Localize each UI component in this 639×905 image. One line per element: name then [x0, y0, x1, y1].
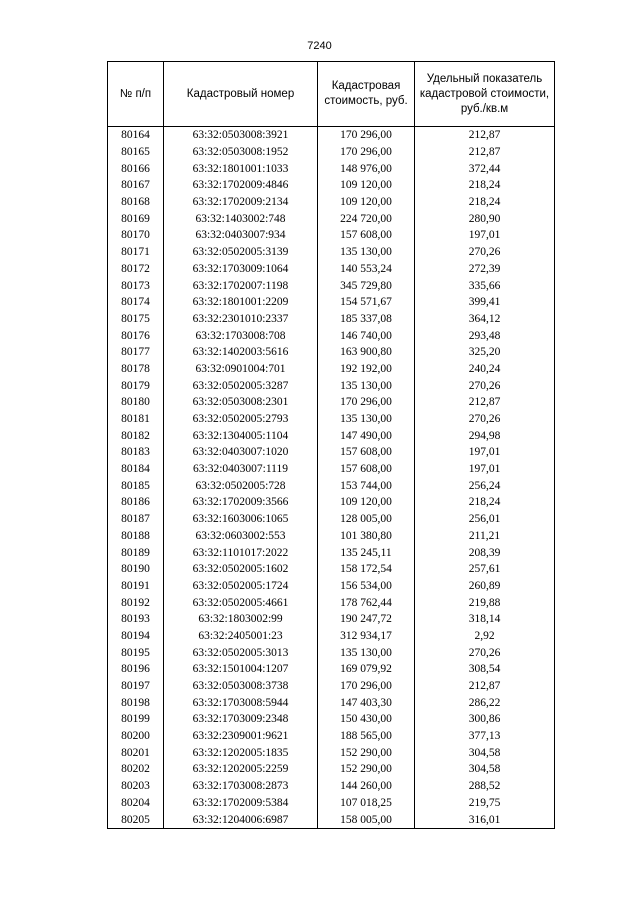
- cell-index: 80169: [108, 210, 164, 227]
- cell-cadastral-number: 63:32:1703008:708: [164, 327, 318, 344]
- table-row: [108, 127, 555, 144]
- table-row: [108, 261, 555, 278]
- cell-index: 80166: [108, 160, 164, 177]
- table-header-row: [108, 62, 555, 127]
- cell-cadastral-value: 148 976,00: [318, 160, 415, 177]
- cell-index: 80190: [108, 561, 164, 578]
- cell-index: 80170: [108, 227, 164, 244]
- cell-specific-value: 212,87: [415, 144, 555, 161]
- table-row: [108, 477, 555, 494]
- cell-cadastral-number: 63:32:1801001:2209: [164, 294, 318, 311]
- cell-index: 80182: [108, 427, 164, 444]
- cell-specific-value: 270,26: [415, 377, 555, 394]
- cell-index: 80181: [108, 411, 164, 428]
- cell-cadastral-value: 135 130,00: [318, 377, 415, 394]
- cell-cadastral-number: 63:32:1304005:1104: [164, 427, 318, 444]
- cell-cadastral-number: 63:32:1403002:748: [164, 210, 318, 227]
- table-row: [108, 528, 555, 545]
- table-row: [108, 361, 555, 378]
- cell-cadastral-number: 63:32:1703008:5944: [164, 694, 318, 711]
- table-row: [108, 661, 555, 678]
- cell-index: 80176: [108, 327, 164, 344]
- cell-specific-value: 272,39: [415, 261, 555, 278]
- cell-specific-value: 212,87: [415, 394, 555, 411]
- cell-specific-value: 300,86: [415, 711, 555, 728]
- cell-cadastral-number: 63:32:0503008:3738: [164, 678, 318, 695]
- cell-index: 80183: [108, 444, 164, 461]
- cell-cadastral-value: 157 608,00: [318, 227, 415, 244]
- cell-cadastral-value: 169 079,92: [318, 661, 415, 678]
- cell-specific-value: 218,24: [415, 194, 555, 211]
- cell-cadastral-number: 63:32:0502005:1602: [164, 561, 318, 578]
- cell-specific-value: 316,01: [415, 811, 555, 828]
- cell-specific-value: 197,01: [415, 444, 555, 461]
- cell-specific-value: 294,98: [415, 427, 555, 444]
- cell-specific-value: 270,26: [415, 644, 555, 661]
- cell-specific-value: 197,01: [415, 227, 555, 244]
- table-row: [108, 811, 555, 828]
- cell-specific-value: 377,13: [415, 728, 555, 745]
- cell-index: 80194: [108, 628, 164, 645]
- table-row: [108, 344, 555, 361]
- table-row: [108, 427, 555, 444]
- table-row: [108, 511, 555, 528]
- table-row: [108, 277, 555, 294]
- cell-index: 80187: [108, 511, 164, 528]
- header-cadastral-number: Кадастровый номер: [164, 62, 318, 127]
- cell-cadastral-value: 135 130,00: [318, 411, 415, 428]
- header-specific-value: Удельный показатель кадастровой стоимости, руб./кв.м: [415, 62, 555, 127]
- cell-index: 80177: [108, 344, 164, 361]
- cell-specific-value: 280,90: [415, 210, 555, 227]
- cell-cadastral-number: 63:32:1801001:1033: [164, 160, 318, 177]
- table-row: [108, 394, 555, 411]
- table-row: [108, 177, 555, 194]
- cell-cadastral-number: 63:32:1702009:2134: [164, 194, 318, 211]
- cell-cadastral-number: 63:32:0403007:934: [164, 227, 318, 244]
- cell-specific-value: 218,24: [415, 494, 555, 511]
- cell-cadastral-number: 63:32:1202005:2259: [164, 761, 318, 778]
- cell-cadastral-value: 170 296,00: [318, 127, 415, 144]
- cell-cadastral-value: 158 172,54: [318, 561, 415, 578]
- cell-cadastral-number: 63:32:1703008:2873: [164, 778, 318, 795]
- cell-index: 80175: [108, 311, 164, 328]
- table-row: [108, 694, 555, 711]
- cell-cadastral-value: 170 296,00: [318, 144, 415, 161]
- cell-index: 80199: [108, 711, 164, 728]
- cell-specific-value: 304,58: [415, 744, 555, 761]
- cell-index: 80195: [108, 644, 164, 661]
- cell-index: 80173: [108, 277, 164, 294]
- table-row: [108, 561, 555, 578]
- cell-specific-value: 335,66: [415, 277, 555, 294]
- cell-cadastral-value: 153 744,00: [318, 477, 415, 494]
- cell-index: 80188: [108, 528, 164, 545]
- cell-cadastral-value: 147 403,30: [318, 694, 415, 711]
- cell-specific-value: 256,01: [415, 511, 555, 528]
- cell-specific-value: 286,22: [415, 694, 555, 711]
- cell-cadastral-value: 152 290,00: [318, 761, 415, 778]
- cell-specific-value: 364,12: [415, 311, 555, 328]
- table-row: [108, 327, 555, 344]
- cell-cadastral-value: 190 247,72: [318, 611, 415, 628]
- cell-index: 80189: [108, 544, 164, 561]
- cell-specific-value: 208,39: [415, 544, 555, 561]
- cell-cadastral-value: 109 120,00: [318, 494, 415, 511]
- cell-cadastral-number: 63:32:0502005:4661: [164, 594, 318, 611]
- table-row: [108, 461, 555, 478]
- table-row: [108, 294, 555, 311]
- cell-index: 80196: [108, 661, 164, 678]
- cell-cadastral-number: 63:32:0403007:1119: [164, 461, 318, 478]
- cell-cadastral-number: 63:32:0502005:728: [164, 477, 318, 494]
- cell-cadastral-value: 154 571,67: [318, 294, 415, 311]
- cell-index: 80200: [108, 728, 164, 745]
- cell-index: 80179: [108, 377, 164, 394]
- table-row: [108, 644, 555, 661]
- cell-cadastral-value: 152 290,00: [318, 744, 415, 761]
- cell-cadastral-number: 63:32:0502005:3287: [164, 377, 318, 394]
- cell-cadastral-value: 158 005,00: [318, 811, 415, 828]
- cell-cadastral-number: 63:32:0901004:701: [164, 361, 318, 378]
- cell-cadastral-value: 135 130,00: [318, 244, 415, 261]
- cell-cadastral-number: 63:32:2309001:9621: [164, 728, 318, 745]
- table-row: [108, 544, 555, 561]
- cell-cadastral-value: 147 490,00: [318, 427, 415, 444]
- cell-cadastral-number: 63:32:1803002:99: [164, 611, 318, 628]
- table-body: [108, 127, 555, 829]
- cell-specific-value: 304,58: [415, 761, 555, 778]
- table-row: [108, 678, 555, 695]
- cell-cadastral-number: 63:32:2301010:2337: [164, 311, 318, 328]
- cell-specific-value: 211,21: [415, 528, 555, 545]
- cell-specific-value: 372,44: [415, 160, 555, 177]
- cell-cadastral-number: 63:32:1702009:4846: [164, 177, 318, 194]
- cell-cadastral-number: 63:32:1204006:6987: [164, 811, 318, 828]
- cell-specific-value: 212,87: [415, 678, 555, 695]
- cell-index: 80165: [108, 144, 164, 161]
- table-row: [108, 160, 555, 177]
- table-row: [108, 711, 555, 728]
- cell-cadastral-number: 63:32:1703009:2348: [164, 711, 318, 728]
- cell-specific-value: 293,48: [415, 327, 555, 344]
- cell-index: 80193: [108, 611, 164, 628]
- cell-index: 80164: [108, 127, 164, 144]
- cell-index: 80191: [108, 578, 164, 595]
- cell-cadastral-number: 63:32:1402003:5616: [164, 344, 318, 361]
- header-cadastral-value: Кадастровая стоимость, руб.: [318, 62, 415, 127]
- cell-cadastral-value: 135 130,00: [318, 644, 415, 661]
- cell-cadastral-number: 63:32:0503008:3921: [164, 127, 318, 144]
- cell-cadastral-value: 156 534,00: [318, 578, 415, 595]
- cell-index: 80186: [108, 494, 164, 511]
- table-row: [108, 411, 555, 428]
- cell-index: 80174: [108, 294, 164, 311]
- cell-cadastral-value: 150 430,00: [318, 711, 415, 728]
- table-row: [108, 494, 555, 511]
- cell-cadastral-number: 63:32:0503008:2301: [164, 394, 318, 411]
- cell-index: 80192: [108, 594, 164, 611]
- table-row: [108, 778, 555, 795]
- cell-cadastral-value: 128 005,00: [318, 511, 415, 528]
- cell-cadastral-number: 63:32:0502005:3139: [164, 244, 318, 261]
- cell-cadastral-number: 63:32:0503008:1952: [164, 144, 318, 161]
- cell-cadastral-number: 63:32:0502005:1724: [164, 578, 318, 595]
- cell-cadastral-number: 63:32:1202005:1835: [164, 744, 318, 761]
- table-row: [108, 744, 555, 761]
- cell-specific-value: 212,87: [415, 127, 555, 144]
- table-row: [108, 611, 555, 628]
- cell-cadastral-value: 163 900,80: [318, 344, 415, 361]
- table-row: [108, 594, 555, 611]
- table-row: [108, 628, 555, 645]
- cell-cadastral-value: 140 553,24: [318, 261, 415, 278]
- cell-cadastral-value: 312 934,17: [318, 628, 415, 645]
- table-row: [108, 761, 555, 778]
- cell-cadastral-value: 192 192,00: [318, 361, 415, 378]
- table-row: [108, 578, 555, 595]
- cell-cadastral-value: 224 720,00: [318, 210, 415, 227]
- cell-index: 80180: [108, 394, 164, 411]
- cell-cadastral-value: 170 296,00: [318, 394, 415, 411]
- table-row: [108, 728, 555, 745]
- table-row: [108, 311, 555, 328]
- cell-cadastral-value: 178 762,44: [318, 594, 415, 611]
- cell-specific-value: 197,01: [415, 461, 555, 478]
- cell-cadastral-value: 109 120,00: [318, 194, 415, 211]
- cell-cadastral-number: 63:32:0502005:3013: [164, 644, 318, 661]
- cell-cadastral-value: 146 740,00: [318, 327, 415, 344]
- table-row: [108, 210, 555, 227]
- cell-cadastral-value: 107 018,25: [318, 795, 415, 812]
- cell-index: 80167: [108, 177, 164, 194]
- cell-index: 80201: [108, 744, 164, 761]
- cell-cadastral-value: 170 296,00: [318, 678, 415, 695]
- cell-cadastral-value: 185 337,08: [318, 311, 415, 328]
- cell-index: 80185: [108, 477, 164, 494]
- header-index: № п/п: [108, 62, 164, 127]
- table-row: [108, 444, 555, 461]
- cell-cadastral-number: 63:32:0603002:553: [164, 528, 318, 545]
- cell-specific-value: 219,75: [415, 795, 555, 812]
- cell-cadastral-value: 345 729,80: [318, 277, 415, 294]
- cell-cadastral-number: 63:32:1702007:1198: [164, 277, 318, 294]
- cell-cadastral-number: 63:32:1702009:3566: [164, 494, 318, 511]
- cell-index: 80205: [108, 811, 164, 828]
- cell-index: 80171: [108, 244, 164, 261]
- cell-cadastral-number: 63:32:1501004:1207: [164, 661, 318, 678]
- cell-specific-value: 288,52: [415, 778, 555, 795]
- cell-index: 80178: [108, 361, 164, 378]
- cell-specific-value: 270,26: [415, 411, 555, 428]
- cell-index: 80204: [108, 795, 164, 812]
- cell-cadastral-value: 144 260,00: [318, 778, 415, 795]
- cadastral-value-table: [107, 61, 555, 829]
- cell-index: 80184: [108, 461, 164, 478]
- cell-specific-value: 270,26: [415, 244, 555, 261]
- table-row: [108, 227, 555, 244]
- cell-cadastral-number: 63:32:0502005:2793: [164, 411, 318, 428]
- table-row: [108, 377, 555, 394]
- cell-specific-value: 308,54: [415, 661, 555, 678]
- page-number: 7240: [307, 40, 332, 52]
- cell-specific-value: 260,89: [415, 578, 555, 595]
- cell-cadastral-number: 63:32:1703009:1064: [164, 261, 318, 278]
- cell-cadastral-number: 63:32:1702009:5384: [164, 795, 318, 812]
- cell-cadastral-value: 135 245,11: [318, 544, 415, 561]
- cell-cadastral-value: 157 608,00: [318, 461, 415, 478]
- cell-cadastral-number: 63:32:1603006:1065: [164, 511, 318, 528]
- cell-specific-value: 399,41: [415, 294, 555, 311]
- cell-specific-value: 318,14: [415, 611, 555, 628]
- cell-cadastral-value: 109 120,00: [318, 177, 415, 194]
- cell-specific-value: 257,61: [415, 561, 555, 578]
- cell-index: 80202: [108, 761, 164, 778]
- cell-specific-value: 2,92: [415, 628, 555, 645]
- cell-specific-value: 256,24: [415, 477, 555, 494]
- cell-index: 80198: [108, 694, 164, 711]
- cell-index: 80203: [108, 778, 164, 795]
- cell-index: 80172: [108, 261, 164, 278]
- cell-cadastral-number: 63:32:1101017:2022: [164, 544, 318, 561]
- cell-specific-value: 219,88: [415, 594, 555, 611]
- cell-cadastral-value: 188 565,00: [318, 728, 415, 745]
- table-row: [108, 244, 555, 261]
- cell-index: 80197: [108, 678, 164, 695]
- cell-specific-value: 218,24: [415, 177, 555, 194]
- cell-cadastral-number: 63:32:0403007:1020: [164, 444, 318, 461]
- cell-cadastral-value: 157 608,00: [318, 444, 415, 461]
- table-row: [108, 144, 555, 161]
- table-row: [108, 194, 555, 211]
- cell-cadastral-number: 63:32:2405001:23: [164, 628, 318, 645]
- table-row: [108, 795, 555, 812]
- cell-index: 80168: [108, 194, 164, 211]
- cell-specific-value: 325,20: [415, 344, 555, 361]
- cell-cadastral-value: 101 380,80: [318, 528, 415, 545]
- cell-specific-value: 240,24: [415, 361, 555, 378]
